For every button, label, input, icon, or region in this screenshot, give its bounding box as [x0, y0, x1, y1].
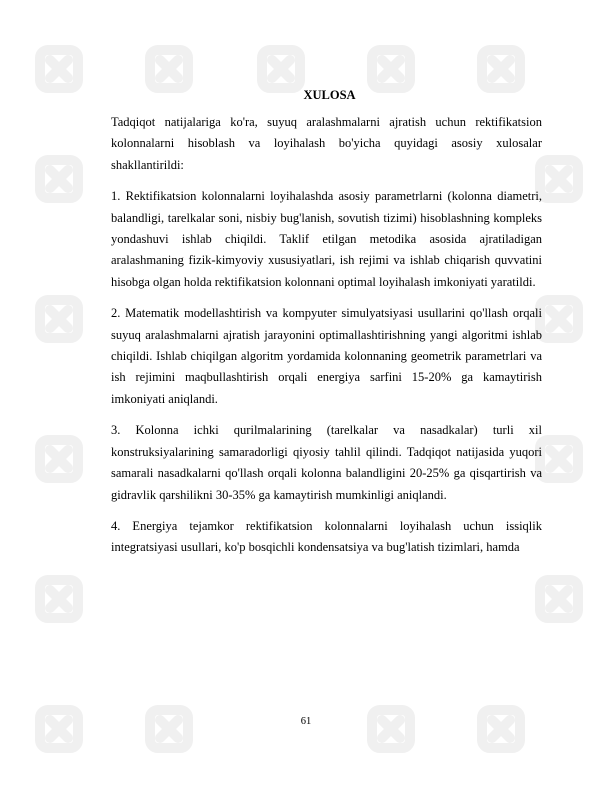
- intro-paragraph: Tadqiqot natijalariga ko'ra, suyuq aralashmalarni ajratish uchun rektifikatsion kolonnalarni hisoblash va loyihalash bo'yicha quyidagi asosiy xulosalar shakllantirildi:: [111, 115, 542, 172]
- section-title: XULOSA: [303, 88, 356, 102]
- conclusion-item-1: 1. Rektifikatsion kolonnalarni loyihalashda asosiy parametrlarni (kolonna diametri, balandligi, tarelkalar soni, nisbiy bug'lanish, sovutish tizimi) hisoblashning kompleks yondashuvi ishlab chiqildi. Taklif etilgan metodika asosida ajratiladigan aralashmaning fizik-kimyoviy xususiyatlari, ish rejimi va ishlab chiqarish quvvatini hisobga olgan holda rektifikatsion kolonnani optimal loyihalash imkoniyati yaratildi.: [111, 189, 542, 289]
- conclusion-item-3: 3. Kolonna ichki qurilmalarining (tarelkalar va nasadkalar) turli xil konstruksiyalarining samaradorligi qiyosiy tahlil qilindi. Tadqiqot natijasida yuqori samarali nasadkalarni qo'llash orqali kolonna balandligini 20-25% ga qisqartirish va gidravlik qarshilikni 30-35% ga kamaytirish mumkinligi aniqlandi.: [111, 423, 542, 502]
- page-number: 61: [300, 716, 312, 727]
- conclusion-item-4: 4. Energiya tejamkor rektifikatsion kolonnalarni loyihalash uchun issiqlik integratsiyasi usullari, ko'p bosqichli kondensatsiya va bug'latish tizimlari, hamda: [111, 518, 542, 555]
- document-body: [111, 84, 542, 569]
- conclusion-item-2: 2. Matematik modellashtirish va kompyuter simulyatsiyasi usullarini qo'llash orqali suyuq aralashmalarni ajratish jarayonini optimallashtirishning yangi algoritmi ishlab chiqildi. Ishlab chiqilgan algoritm yordamida kolonnaning geometrik parametrlari va ish rejimini maqbullashtirish orqali energiya sarfini 15-20% ga kamaytirish imkoniyati aniqlandi.: [111, 306, 542, 406]
